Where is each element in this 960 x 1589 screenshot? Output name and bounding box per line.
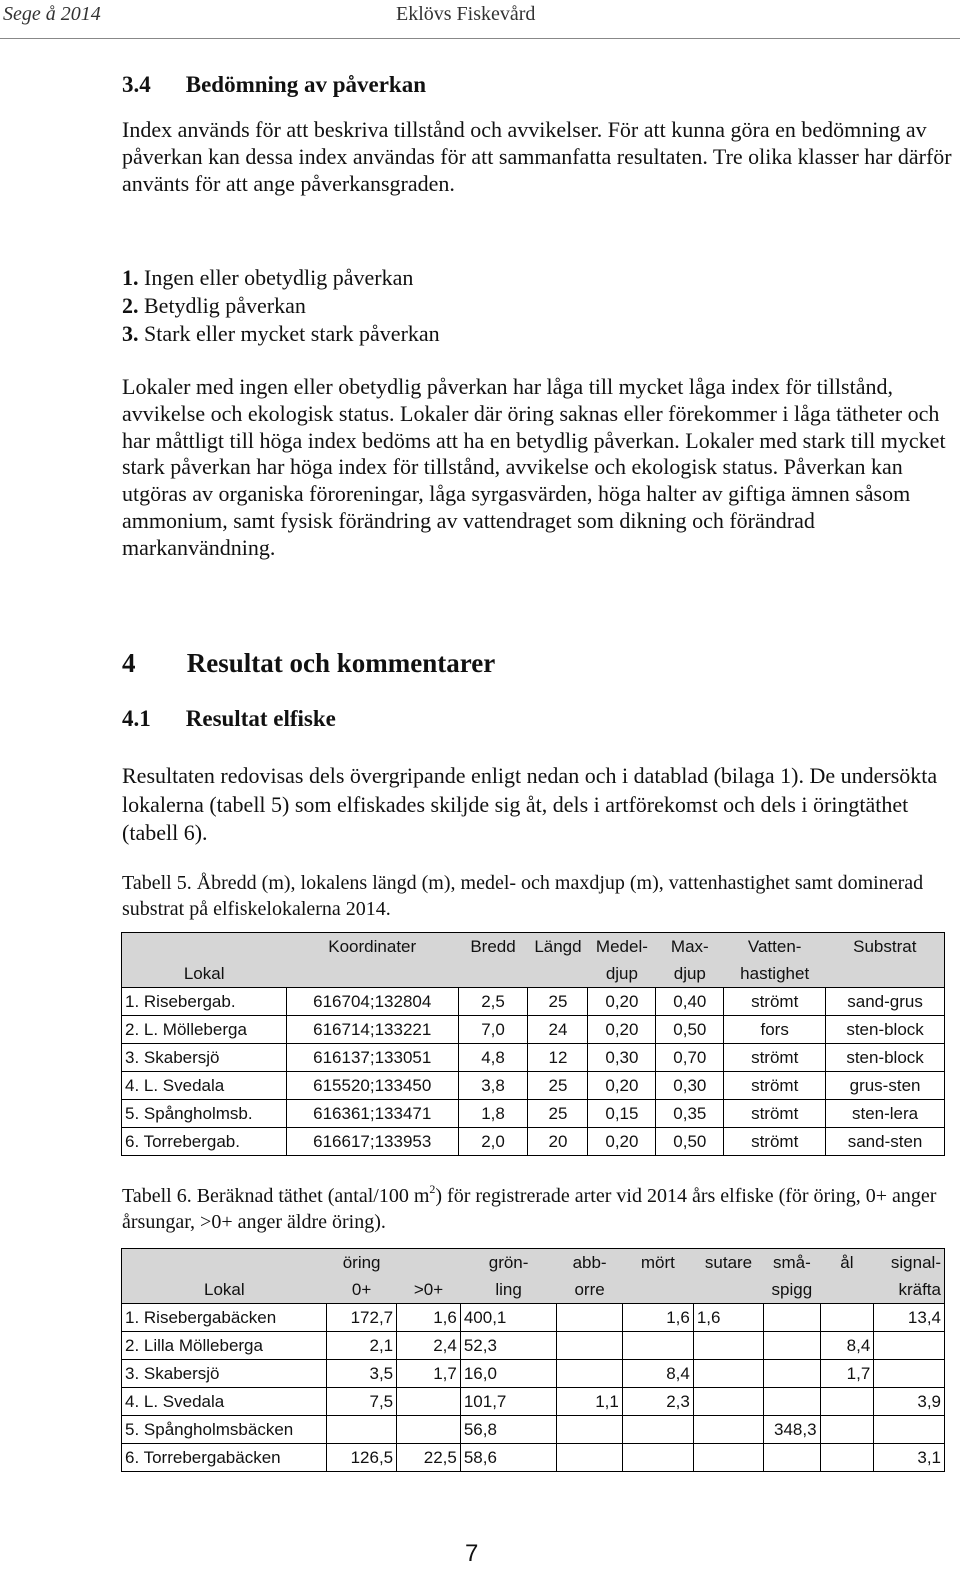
- section-number: 4: [122, 648, 136, 678]
- table-5-caption: Tabell 5. Åbredd (m), lokalens längd (m), medel- och maxdjup (m), vattenhastighet samt dominerad substrat på elfiskelokalerna 2014.: [122, 872, 924, 920]
- table-5: [121, 932, 945, 1156]
- table-row: 1. Risebergabäcken 172,7 1,6 400,1 1,6 1,6 13,4: [122, 1304, 945, 1332]
- page-number: 7: [465, 1540, 479, 1567]
- impact-paragraph: Lokaler med ingen eller obetydlig påverkan har låga till mycket låga index för tillstånd, avvikelse och ekologisk status. Lokaler där öring saknas eller förekommer i låga tätheter och har måttligt till höga index bedöms att ha en betydlig påverkan. Lokaler med stark till mycket stark påverkan har höga index för tillstånd, avvikelse och ekologisk status. Påverkan kan utgöras av organiska föroreningar, låga syrgasvärden, höga halter av giftiga ämnen såsom ammonium, samt fysisk förändring av vattendraget som dikning och förändrad markanvändning.: [122, 374, 946, 560]
- table-row: 4. L. Svedala 7,5 101,7 1,1 2,3 3,9: [122, 1388, 945, 1416]
- table-6: [121, 1248, 945, 1472]
- table-row: 2. L. Mölleberga 616714;133221 7,0 24 0,20 0,50 fors sten-block: [122, 1016, 945, 1044]
- results-paragraph: Resultaten redovisas dels övergripande enligt nedan och i datablad (bilaga 1). De undersökta lokalerna (tabell 5) som elfiskades skiljde sig åt, dels i artförekomst och dels i öringtäthet (tabell 6).: [122, 763, 938, 845]
- section-number: 4.1: [122, 706, 151, 731]
- section-title: Resultat elfiske: [185, 706, 336, 731]
- table-row: 1. Risebergab. 616704;132804 2,5 25 0,20 0,40 strömt sand-grus: [122, 988, 945, 1016]
- list-item: 1. Ingen eller obetydlig påverkan: [122, 265, 414, 290]
- table-row: 5. Spångholmsb. 616361;133471 1,8 25 0,15 0,35 strömt sten-lera: [122, 1100, 945, 1128]
- section-number: 3.4: [122, 72, 151, 97]
- section-title: Bedömning av påverkan: [185, 72, 427, 97]
- header-rule: [0, 38, 960, 39]
- list-item: 2. Betydlig påverkan: [122, 293, 306, 318]
- section-3-4-heading: [122, 72, 426, 98]
- header-right: Eklövs Fiskevård: [396, 3, 536, 25]
- table-row: 3. Skabersjö 3,5 1,7 16,0 8,4 1,7: [122, 1360, 945, 1388]
- list-item: 3. Stark eller mycket stark påverkan: [122, 321, 440, 346]
- section-title: Resultat och kommentarer: [186, 648, 496, 678]
- header-left: Sege å 2014: [3, 3, 101, 25]
- table-row: 6. Torrebergabäcken 126,5 22,5 58,6 3,1: [122, 1444, 945, 1472]
- table-row: 3. Skabersjö 616137;133051 4,8 12 0,30 0,70 strömt sten-block: [122, 1044, 945, 1072]
- table-header-row: öring grön- abb- mört sutare små- ål signal-: [122, 1249, 945, 1277]
- section-4-1-heading: [122, 706, 336, 732]
- page-header: [0, 0, 960, 42]
- table-header-row: Lokal 0+ >0+ ling orre spigg kräfta: [122, 1276, 945, 1304]
- table-header-row: Koordinater Bredd Längd Medel- Max- Vatten- Substrat: [122, 933, 945, 961]
- table-row: 2. Lilla Mölleberga 2,1 2,4 52,3 8,4: [122, 1332, 945, 1360]
- table-row: 5. Spångholmsbäcken 56,8 348,3: [122, 1416, 945, 1444]
- section-4-heading: [122, 648, 495, 679]
- table-row: 6. Torrebergab. 616617;133953 2,0 20 0,20 0,50 strömt sand-sten: [122, 1128, 945, 1156]
- table-header-row: Lokal djup djup hastighet: [122, 960, 945, 988]
- intro-paragraph: Index används för att beskriva tillstånd och avvikelser. För att kunna göra en bedömning av påverkan kan dessa index användas för att sammanfatta resultaten. Tre olika klasser har därför använts för att ange påverkansgraden.: [122, 117, 952, 196]
- table-row: 4. L. Svedala 615520;133450 3,8 25 0,20 0,30 strömt grus-sten: [122, 1072, 945, 1100]
- impact-class-list: [122, 264, 440, 348]
- table-6-caption: Tabell 6. Beräknad täthet (antal/100 $m^2$) för registrerade arter vid 2014 års elfiske (för öring, 0+ anger årsungar, >0+ anger äldre öring).: [122, 1182, 937, 1233]
